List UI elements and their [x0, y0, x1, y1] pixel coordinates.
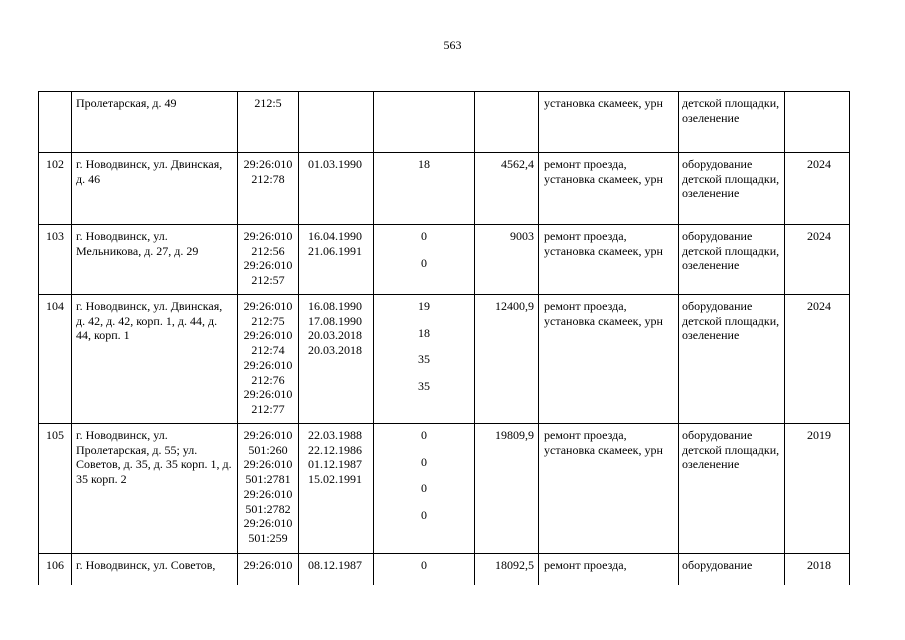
cadastral-cell [238, 92, 299, 153]
extra-work-text: детской площадки, озеленение [682, 96, 780, 125]
cadastral-cell [238, 225, 299, 295]
count-value: 35 [418, 378, 430, 393]
date-value: 20.03.2018 [308, 328, 362, 343]
area-value: 18092,5 [495, 558, 534, 572]
address-text: г. Новодвинск, ул. Двинская, д. 46 [76, 157, 223, 186]
date-value: 01.12.1987 [308, 457, 362, 472]
row-number: 102 [46, 157, 64, 171]
row-number: 104 [46, 299, 64, 313]
extra-work-text: оборудование детской площадки, озеленение [682, 229, 780, 273]
work-text: установка скамеек, урн [544, 96, 663, 110]
address-cell [72, 225, 238, 295]
count-value: 0 [421, 558, 427, 572]
cadastral-number-part: 212:75 [251, 313, 285, 328]
extra-work-cell [679, 225, 785, 295]
year-cell [785, 92, 850, 153]
cadastral-cell [238, 153, 299, 225]
year-value: 2019 [807, 428, 831, 442]
year-value: 2024 [807, 229, 831, 243]
date-value: 16.08.1990 [308, 299, 362, 313]
work-cell [539, 92, 679, 153]
year-cell [785, 424, 850, 554]
date-value: 22.12.1986 [308, 442, 362, 457]
table-row [39, 554, 850, 585]
address-cell [72, 554, 238, 585]
row-number-cell [39, 554, 72, 585]
count-value: 35 [418, 352, 430, 366]
work-cell [539, 424, 679, 554]
address-text: Пролетарская, д. 49 [76, 96, 177, 110]
count-value: 0 [421, 255, 427, 270]
work-cell [539, 225, 679, 295]
cadastral-number-part: 29:26:010 [243, 258, 293, 273]
extra-work-text: оборудование [682, 558, 753, 572]
cadastral-number-part: 212:56 [251, 243, 285, 258]
cadastral-number-part: 29:26:010 [243, 428, 293, 442]
counts-cell [374, 295, 475, 424]
work-text: ремонт проезда, [544, 558, 627, 572]
address-text: г. Новодвинск, ул. Советов, [76, 558, 216, 572]
count-value: 18 [418, 157, 430, 171]
address-cell [72, 92, 238, 153]
cadastral-number-part: 212:77 [251, 401, 285, 416]
housing-improvement-table [38, 91, 850, 585]
extra-work-cell [679, 554, 785, 585]
cadastral-cell [238, 554, 299, 585]
date-value: 22.03.1988 [308, 428, 362, 442]
count-value: 0 [421, 454, 427, 469]
extra-work-cell [679, 153, 785, 225]
date-value: 17.08.1990 [308, 313, 362, 328]
address-text: г. Новодвинск, ул. Пролетарская, д. 55; ул. Советов, д. 35, д. 35 корп. 1, д. 35 корп. 2 [76, 428, 232, 487]
counts-cell [374, 225, 475, 295]
date-value: 20.03.2018 [308, 343, 362, 358]
work-text: ремонт проезда, установка скамеек, урн [544, 157, 663, 186]
table-row [39, 424, 850, 554]
count-value: 0 [421, 507, 427, 522]
cadastral-number-part: 501:2782 [245, 501, 291, 516]
extra-work-cell [679, 424, 785, 554]
count-value: 18 [418, 325, 430, 340]
cadastral-number-part: 29:26:010 [243, 486, 293, 501]
year-cell [785, 153, 850, 225]
address-cell [72, 153, 238, 225]
cadastral-number-part: 29:26:010 [243, 357, 293, 372]
counts-cell [374, 554, 475, 585]
row-number: 105 [46, 428, 64, 442]
count-value: 0 [421, 481, 427, 495]
table-body [39, 92, 850, 585]
counts-cell [374, 92, 475, 153]
date-value: 01.03.1990 [308, 157, 362, 171]
work-text: ремонт проезда, установка скамеек, урн [544, 299, 663, 328]
cadastral-number-part: 212:5 [254, 96, 282, 110]
extra-work-text: оборудование детской площадки, озеленение [682, 157, 780, 201]
cadastral-number-part: 212:76 [251, 372, 285, 387]
table-row [39, 92, 850, 153]
area-value: 19809,9 [495, 428, 534, 442]
cadastral-number-part: 501:2781 [245, 472, 291, 487]
cadastral-number-part: 29:26:010 [243, 558, 293, 572]
year-cell [785, 225, 850, 295]
area-cell [475, 424, 539, 554]
cadastral-number-part: 501:259 [248, 530, 288, 545]
area-value: 9003 [510, 229, 534, 243]
counts-cell [374, 153, 475, 225]
dates-cell [299, 295, 374, 424]
row-number-cell [39, 225, 72, 295]
count-value: 0 [421, 428, 427, 442]
cadastral-number-part: 29:26:010 [243, 229, 293, 243]
extra-work-cell [679, 295, 785, 424]
cadastral-cell [238, 424, 299, 554]
extra-work-text: оборудование детской площадки, озеленение [682, 428, 780, 472]
dates-cell [299, 424, 374, 554]
table-row [39, 153, 850, 225]
count-value: 0 [421, 229, 427, 243]
area-cell [475, 153, 539, 225]
row-number-cell [39, 153, 72, 225]
table-row [39, 295, 850, 424]
cadastral-number-part: 29:26:010 [243, 457, 293, 472]
work-cell [539, 295, 679, 424]
dates-cell [299, 92, 374, 153]
cadastral-number-part: 212:78 [251, 171, 285, 186]
dates-cell [299, 554, 374, 585]
year-value: 2024 [807, 157, 831, 171]
cadastral-number-part: 29:26:010 [243, 299, 293, 313]
year-cell [785, 554, 850, 585]
extra-work-cell [679, 92, 785, 153]
row-number: 103 [46, 229, 64, 243]
address-cell [72, 295, 238, 424]
cadastral-number-part: 501:260 [248, 442, 288, 457]
area-cell [475, 295, 539, 424]
area-value: 4562,4 [501, 157, 534, 171]
address-text: г. Новодвинск, ул. Мельникова, д. 27, д. 29 [76, 229, 199, 258]
area-cell [475, 225, 539, 295]
area-value: 12400,9 [495, 299, 534, 313]
work-text: ремонт проезда, установка скамеек, урн [544, 428, 663, 457]
date-value: 21.06.1991 [308, 243, 362, 258]
area-cell [475, 554, 539, 585]
work-text: ремонт проезда, установка скамеек, урн [544, 229, 663, 258]
count-value: 19 [418, 299, 430, 313]
row-number-cell [39, 92, 72, 153]
area-cell [475, 92, 539, 153]
date-value: 15.02.1991 [308, 472, 362, 487]
address-text: г. Новодвинск, ул. Двинская, д. 42, д. 42, корп. 1, д. 44, д. 44, корп. 1 [76, 299, 223, 343]
cadastral-number-part: 29:26:010 [243, 516, 293, 531]
cadastral-cell [238, 295, 299, 424]
year-cell [785, 295, 850, 424]
address-cell [72, 424, 238, 554]
extra-work-text: оборудование детской площадки, озеленение [682, 299, 780, 343]
row-number: 106 [46, 558, 64, 572]
year-value: 2024 [807, 299, 831, 313]
dates-cell [299, 153, 374, 225]
cadastral-number-part: 29:26:010 [243, 328, 293, 343]
counts-cell [374, 424, 475, 554]
year-value: 2018 [807, 558, 831, 572]
row-number-cell [39, 424, 72, 554]
dates-cell [299, 225, 374, 295]
cadastral-number-part: 212:74 [251, 343, 285, 358]
date-value: 16.04.1990 [308, 229, 362, 243]
work-cell [539, 554, 679, 585]
row-number-cell [39, 295, 72, 424]
work-cell [539, 153, 679, 225]
cadastral-number-part: 29:26:010 [243, 157, 293, 171]
date-value: 08.12.1987 [308, 558, 362, 572]
table-row [39, 225, 850, 295]
cadastral-number-part: 212:57 [251, 273, 285, 288]
page-number: 563 [443, 38, 462, 52]
cadastral-number-part: 29:26:010 [243, 387, 293, 402]
